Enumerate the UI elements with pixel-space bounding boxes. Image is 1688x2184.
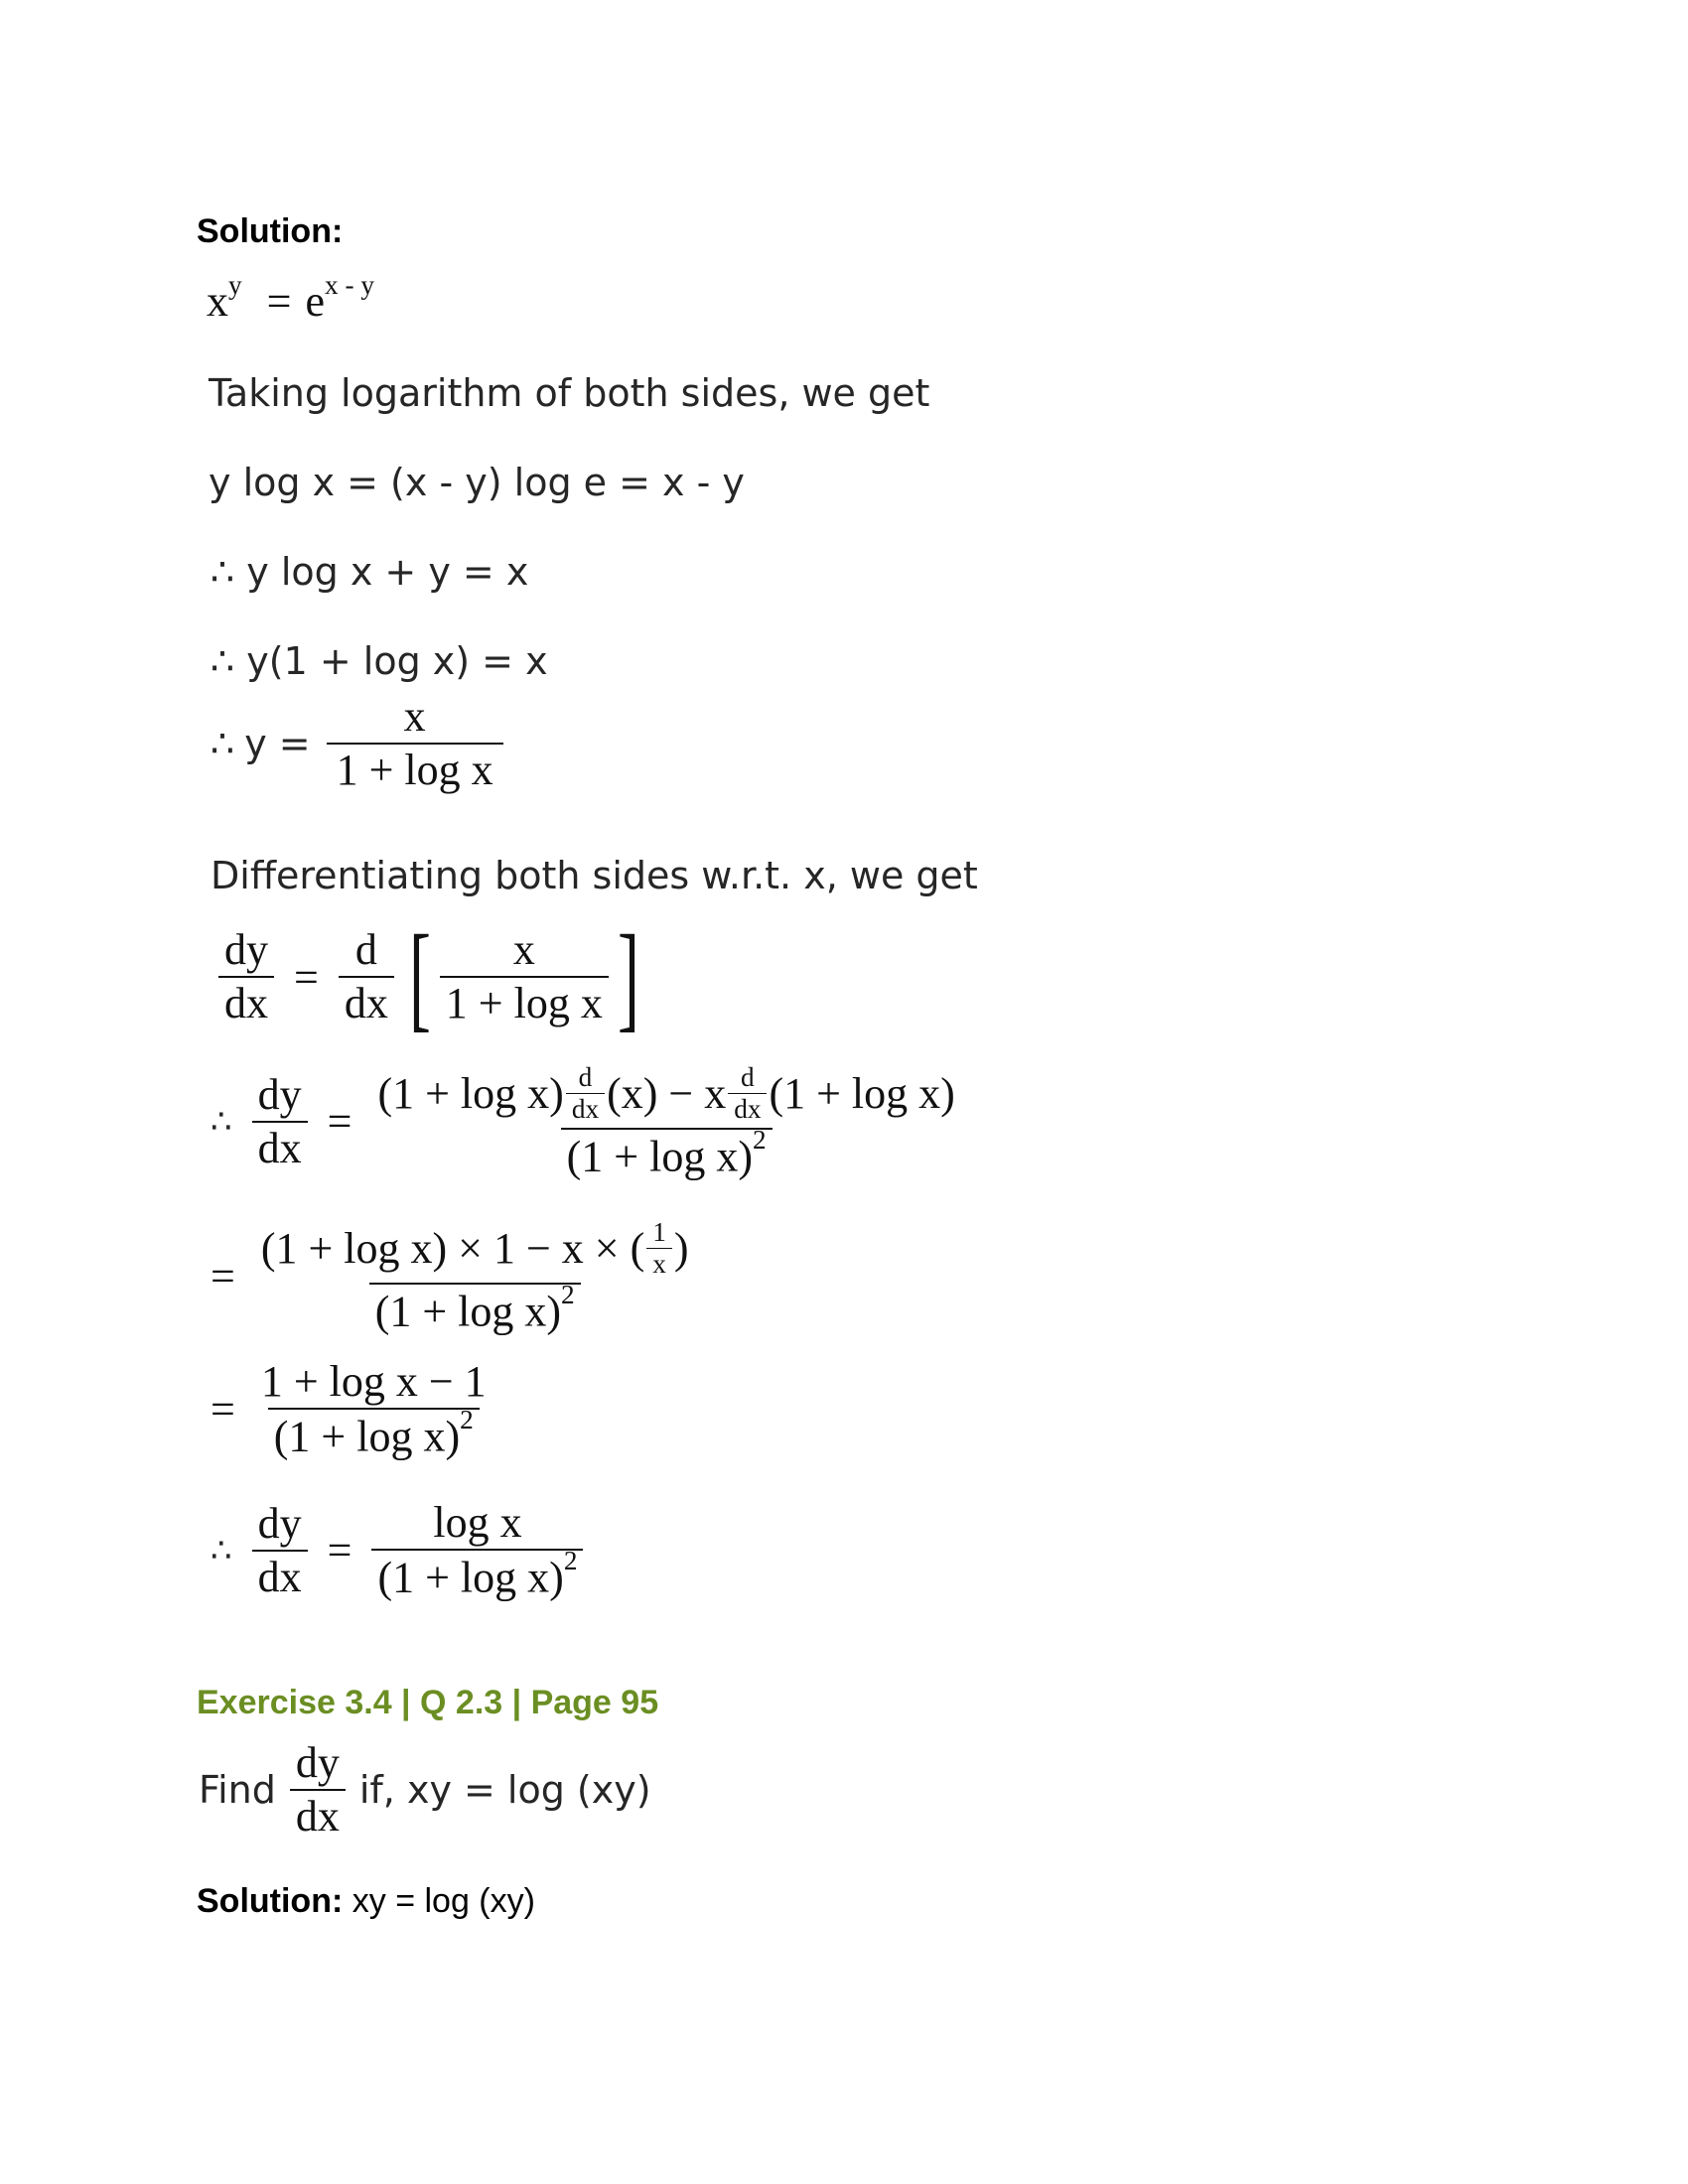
fraction-denominator: 1 + log x <box>327 743 503 792</box>
solution-label: Solution: <box>197 212 344 250</box>
inner-fraction <box>440 925 609 1027</box>
final-result-fraction <box>371 1498 583 1602</box>
step-4-line <box>211 692 509 794</box>
therefore-symbol: ∴ <box>211 1530 232 1570</box>
fraction-numerator: x <box>403 692 426 741</box>
step-4-fraction <box>327 692 503 794</box>
equals-sign: = <box>211 1252 235 1301</box>
question-condition: if, xy = log (xy) <box>358 1768 651 1812</box>
small-numerator: d <box>741 1062 755 1092</box>
fraction-numerator: dy <box>224 925 268 974</box>
equals-sign: = <box>211 1385 235 1434</box>
derivative-line-4 <box>211 1357 498 1461</box>
equals-sign: = <box>327 1526 352 1575</box>
given-equals: = <box>266 277 292 326</box>
dy-dx-fraction <box>252 1069 308 1172</box>
dy-dx-fraction <box>218 925 274 1027</box>
small-denominator: x <box>646 1248 672 1278</box>
fraction-numerator: d <box>354 925 377 974</box>
fraction-denominator: dx <box>290 1789 346 1839</box>
step-3: y(1 + log x) = x <box>246 639 548 683</box>
given-equation <box>207 269 374 327</box>
small-numerator: 1 <box>652 1217 666 1247</box>
numerator-part-2: (x) − x <box>607 1068 727 1118</box>
quotient-rule-fraction <box>371 1062 960 1181</box>
simplified-fraction-2 <box>255 1357 492 1461</box>
dy-dx-fraction <box>252 1498 308 1601</box>
d-dx-operator <box>339 925 394 1027</box>
exercise-question <box>199 1738 651 1841</box>
therefore-symbol: ∴ <box>211 722 235 765</box>
find-label: Find <box>199 1768 276 1812</box>
fraction-denominator <box>371 1546 583 1602</box>
denominator-base: (1 + log x) <box>374 1287 562 1336</box>
exponent-2: 2 <box>460 1405 474 1435</box>
derivative-line-5 <box>211 1498 589 1602</box>
fraction-denominator: dx <box>252 1121 308 1170</box>
dy-dx-fraction <box>290 1738 346 1841</box>
denominator-base: (1 + log x) <box>377 1553 564 1602</box>
fraction-denominator <box>561 1124 773 1181</box>
derivative-line-2 <box>211 1062 967 1181</box>
step-2: y log x + y = x <box>246 550 529 594</box>
small-numerator: d <box>578 1062 593 1092</box>
right-bracket: ] <box>617 910 639 1042</box>
derivative-line-1 <box>212 910 648 1042</box>
therefore-symbol: ∴ <box>211 550 235 594</box>
small-d-dx <box>566 1064 605 1124</box>
diff-intro: Differentiating both sides w.r.t. x, we get <box>211 854 978 897</box>
denominator-base: (1 + log x) <box>273 1412 461 1461</box>
exponent-2: 2 <box>563 1546 578 1576</box>
denominator-base: (1 + log x) <box>566 1132 753 1181</box>
given-rhs-base: e <box>305 277 325 326</box>
numerator-part-3: (1 + log x) <box>769 1068 955 1118</box>
exercise-heading[interactable]: Exercise 3.4 | Q 2.3 | Page 95 <box>197 1684 659 1721</box>
numerator-part-1: (1 + log x) <box>377 1068 564 1118</box>
solution-2-line <box>197 1882 535 1921</box>
given-base: x <box>207 277 228 326</box>
fraction-denominator: dx <box>339 976 394 1025</box>
fraction-numerator: dy <box>295 1738 340 1787</box>
fraction-denominator: dx <box>218 976 274 1025</box>
left-bracket: [ <box>408 910 431 1042</box>
fraction-numerator: dy <box>257 1069 302 1119</box>
fraction-denominator <box>369 1279 581 1336</box>
step-4-lhs: y = <box>244 722 311 765</box>
solution-label: Solution: <box>197 1882 344 1920</box>
therefore-symbol: ∴ <box>211 639 235 683</box>
solution-2-text: xy = log (xy) <box>343 1882 535 1920</box>
fraction-numerator: dy <box>257 1498 302 1548</box>
exponent-2: 2 <box>561 1279 575 1309</box>
step-1: y log x = (x - y) log e = x - y <box>209 461 745 504</box>
given-rhs-exponent: x - y <box>325 269 374 300</box>
therefore-symbol: ∴ <box>211 1101 232 1142</box>
fraction-denominator <box>268 1405 480 1461</box>
fraction-numerator <box>371 1064 960 1128</box>
numerator-part-2: ) <box>673 1223 689 1273</box>
step-2-line <box>211 550 528 594</box>
numerator-part-1: (1 + log x) × 1 − x × ( <box>260 1223 645 1273</box>
fraction-numerator: log x <box>433 1498 522 1547</box>
fraction-denominator: dx <box>252 1550 308 1599</box>
simplified-fraction-1 <box>255 1217 695 1336</box>
small-d-dx <box>728 1064 767 1124</box>
fraction-numerator <box>255 1219 695 1283</box>
small-denominator: dx <box>566 1093 605 1123</box>
one-over-x <box>646 1219 672 1279</box>
fraction-numerator: x <box>512 925 535 974</box>
equals-sign: = <box>294 952 319 1002</box>
derivative-line-3 <box>211 1217 701 1336</box>
fraction-numerator: 1 + log x − 1 <box>260 1357 487 1406</box>
exponent-2: 2 <box>752 1124 767 1155</box>
step-3-line <box>211 639 548 683</box>
given-exponent: y <box>228 269 242 300</box>
fraction-denominator: 1 + log x <box>440 976 609 1025</box>
equals-sign: = <box>327 1097 352 1147</box>
small-denominator: dx <box>728 1093 767 1123</box>
step-log-intro: Taking logarithm of both sides, we get <box>209 371 930 415</box>
